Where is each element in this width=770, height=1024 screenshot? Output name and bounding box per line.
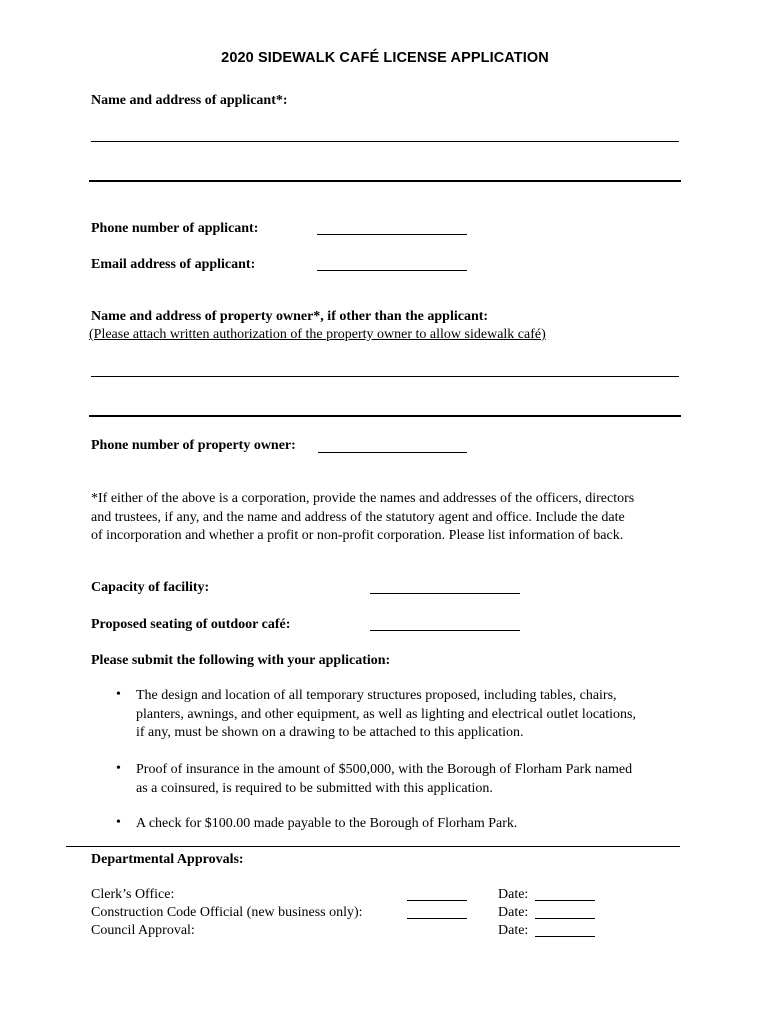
capacity-label: Capacity of facility: [91, 580, 210, 595]
list-item-line: Proof of insurance in the amount of $500,000, with the Borough of Florham Park named [136, 762, 633, 777]
owner-name-address-label: Name and address of property owner*, if other than the applicant: [91, 309, 489, 324]
applicant-address-line[interactable] [89, 180, 681, 182]
approvals-heading: Departmental Approvals: [91, 852, 244, 867]
list-item-line: planters, awnings, and other equipment, as well as lighting and electrical outlet locations, [136, 706, 636, 722]
applicant-name-line[interactable] [91, 141, 679, 142]
list-item-line: as a coinsured, is required to be submitted with this application. [136, 780, 493, 796]
submit-heading: Please submit the following with your application: [91, 653, 391, 668]
submit-item-design [136, 687, 636, 743]
applicant-name-address-label: Name and address of applicant*: [91, 93, 288, 108]
section-divider [66, 846, 680, 847]
approval-row-construction-date-label: Date: [498, 905, 529, 920]
approval-row-clerk-date-label: Date: [498, 887, 529, 902]
approval-row-construction-date-field[interactable] [535, 918, 595, 919]
approval-row-construction-label: Construction Code Official (new business only): [91, 905, 363, 920]
corporation-note [91, 490, 634, 546]
approval-row-construction-signature[interactable] [407, 918, 467, 919]
seating-label: Proposed seating of outdoor café: [91, 617, 291, 632]
owner-authorization-note: (Please attach written authorization of the property owner to allow sidewalk café) [89, 327, 546, 342]
bullet-icon: • [116, 815, 121, 830]
seating-field[interactable] [370, 630, 520, 631]
owner-phone-label: Phone number of property owner: [91, 438, 296, 453]
corporation-note-line: *If either of the above is a corporation, provide the names and addresses of the officers, directors [91, 491, 635, 506]
owner-address-line[interactable] [89, 415, 681, 417]
bullet-icon: • [116, 761, 121, 776]
applicant-email-label: Email address of applicant: [91, 257, 256, 272]
submit-item-check [136, 815, 517, 834]
approval-row-council-date-field[interactable] [535, 936, 595, 937]
approval-row-council-label: Council Approval: [91, 923, 195, 938]
applicant-email-field[interactable] [317, 270, 467, 271]
list-item-line: A check for $100.00 made payable to the Borough of Florham Park. [136, 816, 518, 831]
list-item-line: if any, must be shown on a drawing to be attached to this application. [136, 725, 524, 740]
applicant-phone-field[interactable] [317, 234, 467, 235]
bullet-icon: • [116, 687, 121, 702]
approval-row-clerk-signature[interactable] [407, 900, 467, 901]
corporation-note-line: and trustees, if any, and the name and address of the statutory agent and office. Include the date [91, 509, 625, 525]
capacity-field[interactable] [370, 593, 520, 594]
applicant-phone-label: Phone number of applicant: [91, 221, 259, 236]
approval-row-council-date-label: Date: [498, 923, 529, 938]
submit-item-insurance [136, 761, 632, 798]
approval-row-clerk-date-field[interactable] [535, 900, 595, 901]
owner-name-line[interactable] [91, 376, 679, 377]
corporation-note-line: of incorporation and whether a profit or non-profit corporation. Please list information of back. [91, 528, 624, 543]
page-title: 2020 SIDEWALK CAFÉ LICENSE APPLICATION [221, 50, 549, 66]
approval-row-clerk-label: Clerk’s Office: [91, 887, 175, 902]
owner-phone-field[interactable] [318, 452, 467, 453]
list-item-line: The design and location of all temporary structures proposed, including tables, chairs, [136, 688, 617, 703]
